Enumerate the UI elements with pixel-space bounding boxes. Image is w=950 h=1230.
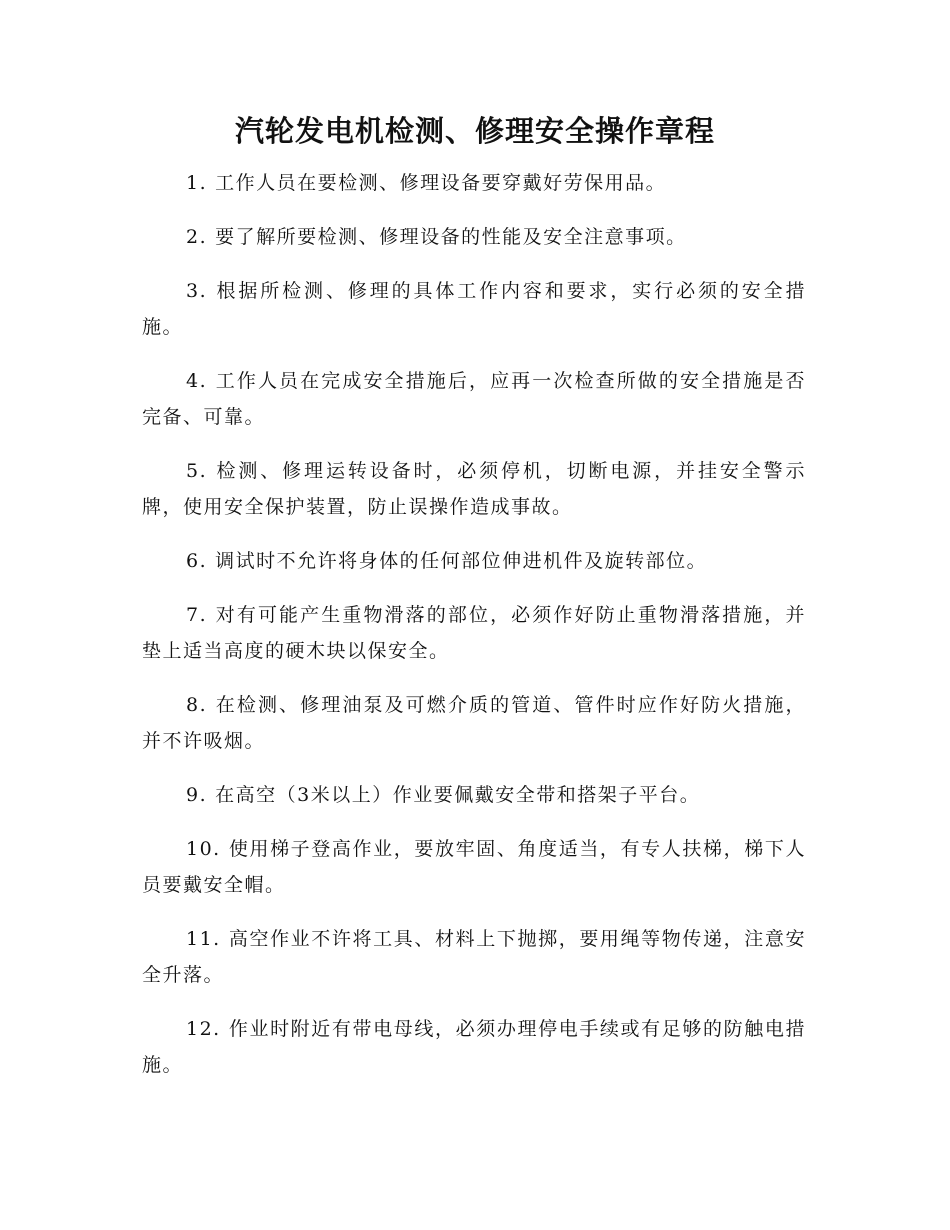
item-number: 4. [186, 370, 208, 392]
item-number: 9. [186, 784, 208, 806]
item-text: 工作人员在要检测、修理设备要穿戴好劳保用品。 [215, 172, 667, 194]
item-number: 3. [186, 280, 208, 302]
list-item [142, 165, 806, 201]
list-item [142, 597, 806, 669]
list-item [142, 273, 806, 345]
list-item [142, 453, 806, 525]
list-item [142, 921, 806, 993]
item-text: 根据所检测、修理的具体工作内容和要求，实行必须的安全措施。 [142, 280, 806, 338]
list-item [142, 543, 806, 579]
item-text: 高空作业不许将工具、材料上下抛掷，要用绳等物传递，注意安全升落。 [142, 928, 806, 986]
document-title: 汽轮发电机检测、修理安全操作章程 [234, 114, 715, 148]
item-text: 对有可能产生重物滑落的部位，必须作好防止重物滑落措施，并垫上适当高度的硬木块以保安全。 [142, 604, 806, 662]
item-text: 使用梯子登高作业，要放牢固、角度适当，有专人扶梯，梯下人员要戴安全帽。 [142, 838, 806, 896]
item-text: 检测、修理运转设备时，必须停机，切断电源，并挂安全警示牌，使用安全保护装置，防止误操作造成事故。 [142, 460, 806, 518]
item-number: 1. [186, 172, 208, 194]
item-text: 在检测、修理油泵及可燃介质的管道、管件时应作好防火措施，并不许吸烟。 [142, 694, 806, 752]
item-text: 作业时附近有带电母线，必须办理停电手续或有足够的防触电措施。 [142, 1018, 806, 1076]
item-number: 2. [186, 226, 208, 248]
item-number: 7. [186, 604, 208, 626]
list-item [142, 777, 806, 813]
list-item [142, 831, 806, 903]
list-item [142, 687, 806, 759]
item-text: 调试时不允许将身体的任何部位伸进机件及旋转部位。 [215, 550, 708, 572]
item-number: 11. [186, 928, 221, 950]
document-body [142, 165, 806, 1101]
item-number: 12. [186, 1018, 221, 1040]
item-number: 5. [186, 460, 208, 482]
item-number: 6. [186, 550, 208, 572]
item-text: 在高空（3米以上）作业要佩戴安全带和搭架子平台。 [215, 784, 701, 806]
list-item [142, 363, 806, 435]
list-item [142, 219, 806, 255]
list-item [142, 1011, 806, 1083]
item-text: 工作人员在完成安全措施后，应再一次检查所做的安全措施是否完备、可靠。 [142, 370, 806, 428]
item-number: 10. [186, 838, 221, 860]
item-text: 要了解所要检测、修理设备的性能及安全注意事项。 [215, 226, 687, 248]
item-number: 8. [186, 694, 208, 716]
